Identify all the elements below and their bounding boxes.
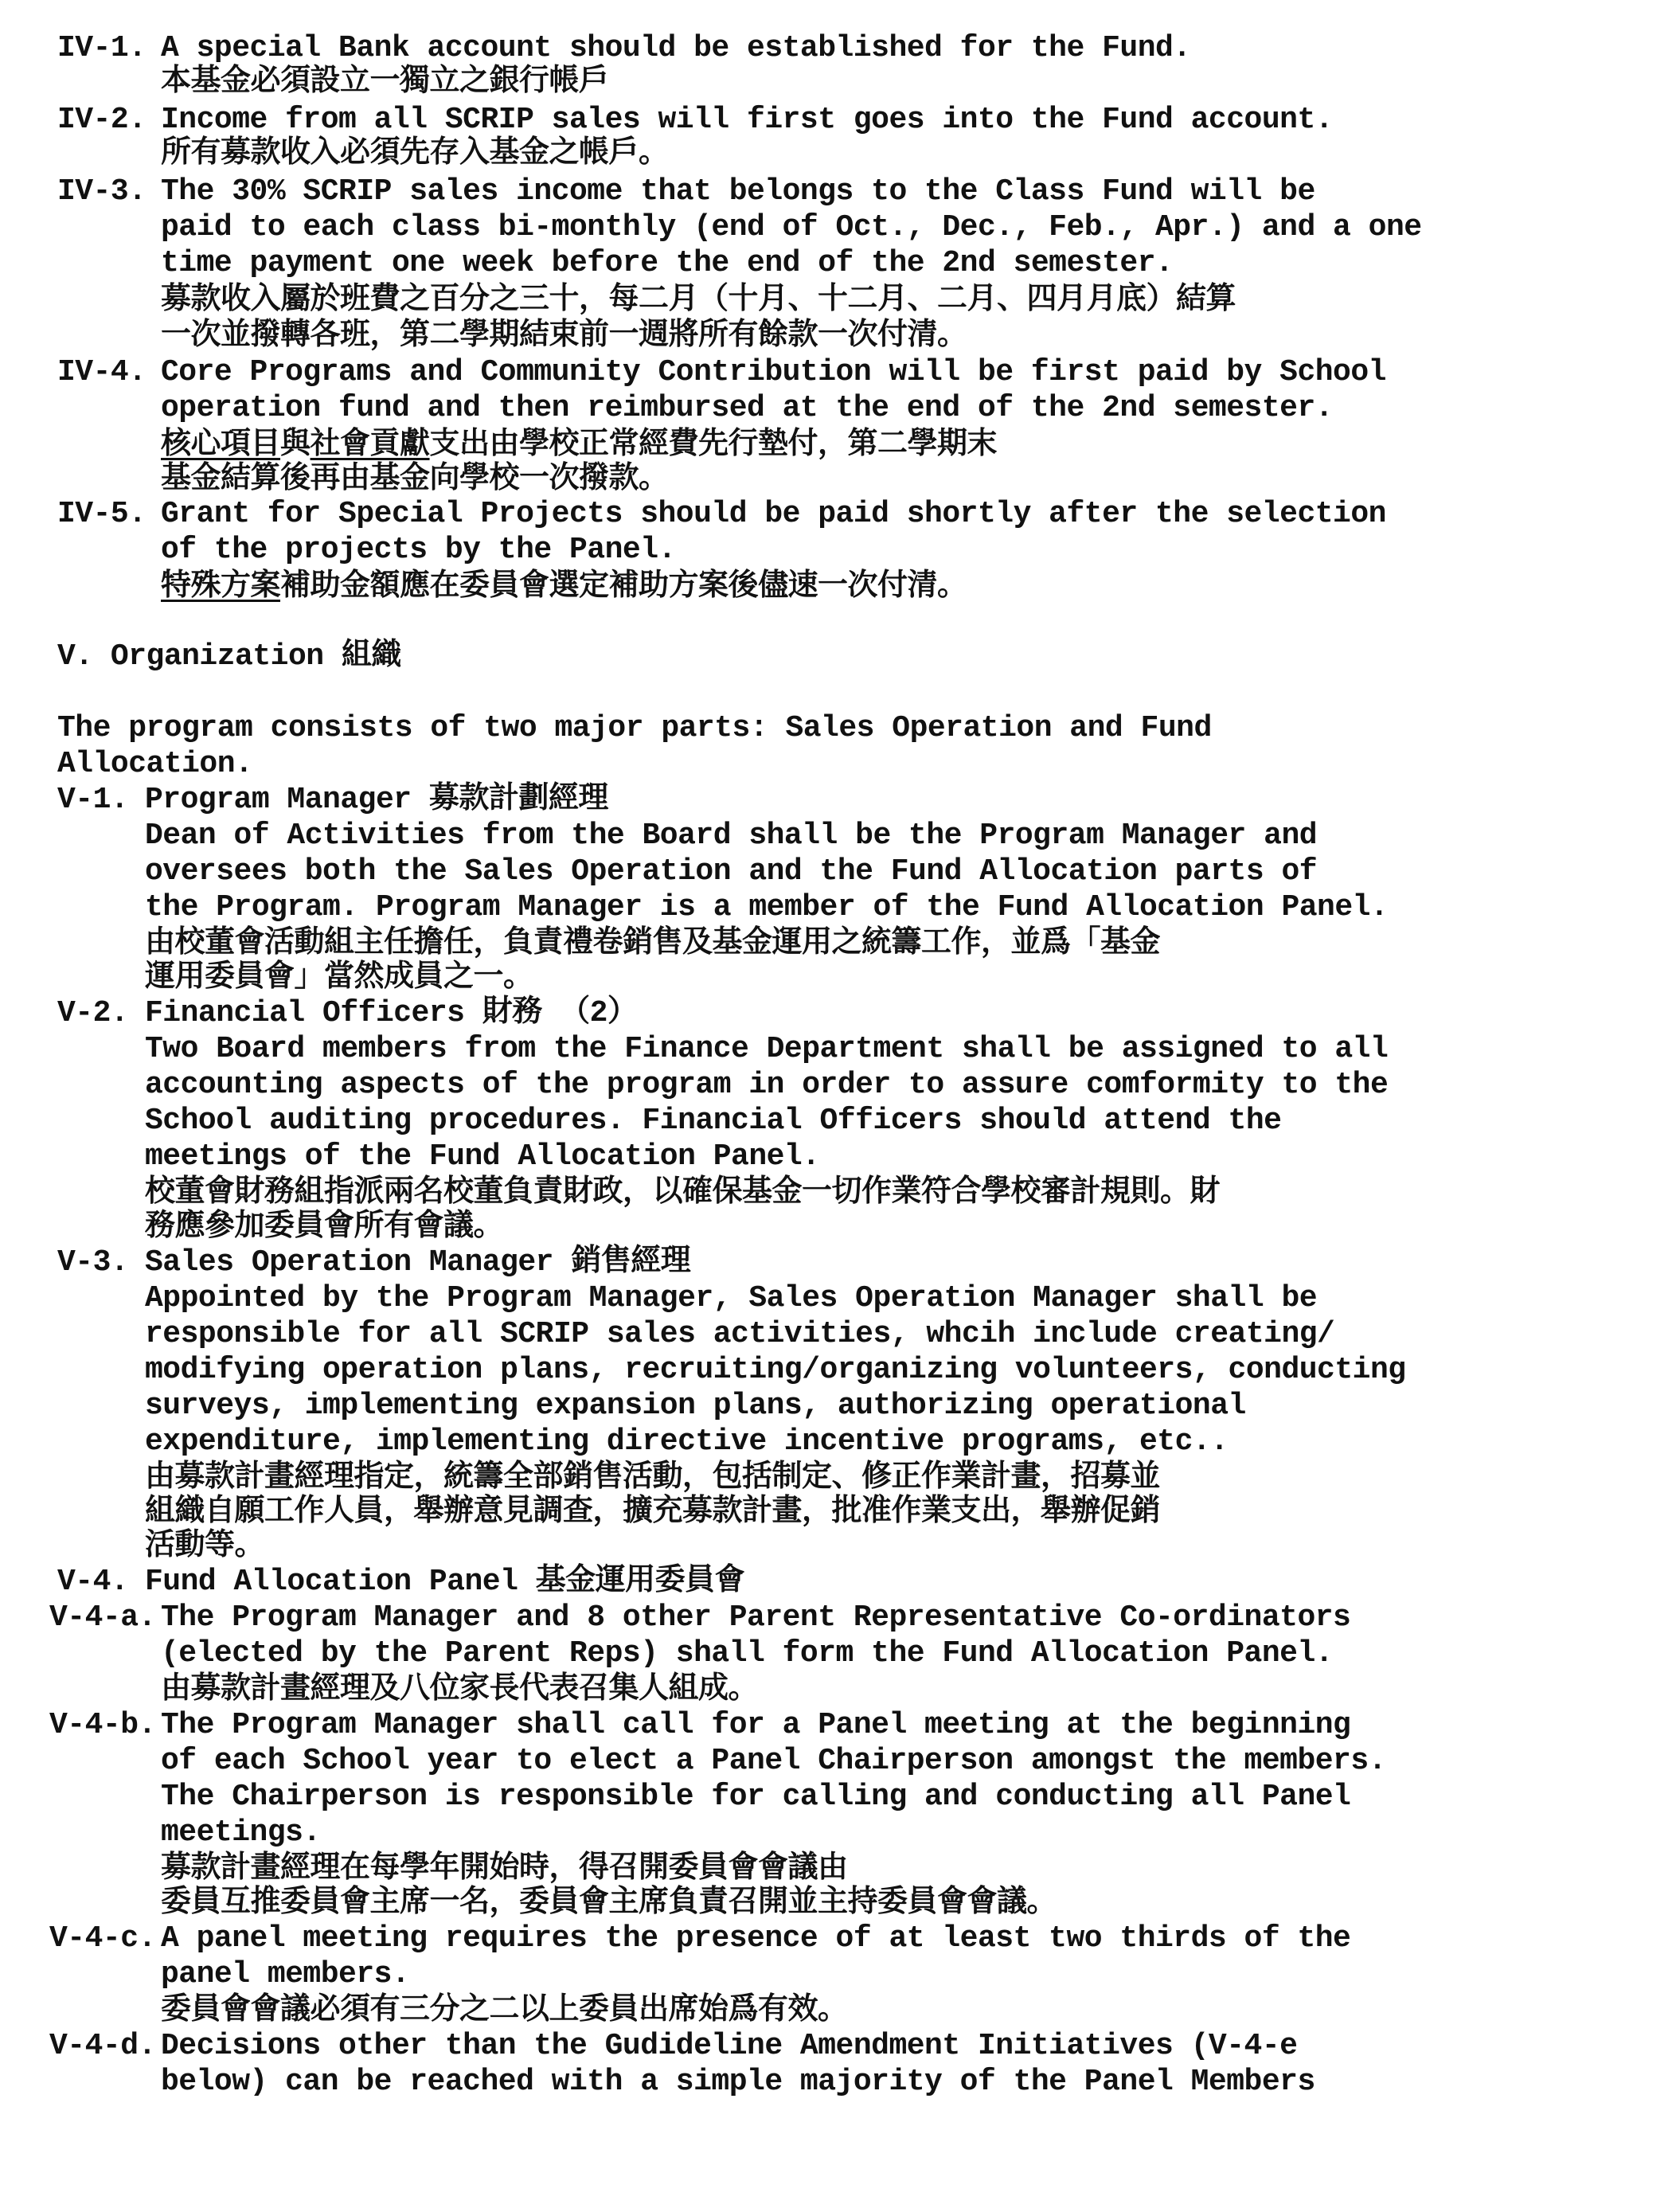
underlined-phrase: 核心項目 (161, 425, 281, 460)
item-label: IV-3. (57, 174, 146, 209)
intro-text: The program consists of two major parts: Sales Operation and Fund (57, 711, 1212, 745)
item-title: Sales Operation Manager 銷售經理 (145, 1245, 691, 1280)
item-label: V-4-d. (49, 2029, 156, 2063)
item-text-en: Core Programs and Community Contribution will be first paid by School (161, 355, 1386, 389)
item-text-en: meetings. (161, 1815, 321, 1850)
item-text-en: Two Board members from the Finance Department shall be assigned to all (145, 1032, 1389, 1066)
item-text-en: expenditure, implementing directive incentive programs, etc.. (145, 1425, 1229, 1459)
item-text-en: Dean of Activities from the Board shall be the Program Manager and (145, 819, 1318, 853)
item-text-zh: 委員會會議必須有三分之二以上委員出席始爲有效。 (161, 1991, 848, 2026)
item-text-en: responsible for all SCRIP sales activities, whcih include creating/ (145, 1317, 1335, 1351)
item-text-en: Decisions other than the Gudideline Amendment Initiatives (V-4-e (161, 2029, 1298, 2063)
item-label: IV-5. (57, 497, 146, 531)
item-label: V-4-a. (49, 1600, 156, 1635)
item-text-en: The Chairperson is responsible for calling and conducting all Panel (161, 1780, 1351, 1814)
section-heading: V. Organization 組織 (57, 639, 401, 674)
item-text-en: of each School year to elect a Panel Chairperson amongst the members. (161, 1744, 1386, 1778)
underlined-phrase: 社會貢獻 (310, 425, 430, 460)
item-text-zh: 特殊方案補助金額應在委員會選定補助方案後儘速一次付清。 (161, 567, 967, 602)
item-text-en: below) can be reached with a simple majority of the Panel Members (161, 2065, 1315, 2099)
item-text-en: Income from all SCRIP sales will first goes into the Fund account. (161, 103, 1334, 137)
item-text-en: time payment one week before the end of the 2nd semester. (161, 246, 1174, 280)
item-text-en: The 30% SCRIP sales income that belongs to the Class Fund will be (161, 174, 1315, 209)
item-text-en: Appointed by the Program Manager, Sales Operation Manager shall be (145, 1281, 1318, 1315)
item-text-en: modifying operation plans, recruiting/organizing volunteers, conducting (145, 1353, 1406, 1387)
item-text-zh: 活動等。 (145, 1526, 265, 1561)
item-text-en: meetings of the Fund Allocation Panel. (145, 1139, 820, 1174)
item-label: V-1. (57, 783, 129, 817)
item-text-en: surveys, implementing expansion plans, authorizing operational (145, 1389, 1246, 1423)
item-text-zh: 組織自願工作人員，舉辦意見調查，擴充募款計畫，批准作業支出，舉辦促銷 (145, 1492, 1161, 1527)
item-text-zh: 運用委員會」當然成員之一。 (145, 958, 533, 993)
intro-text: Allocation. (57, 747, 253, 781)
item-text-en: Grant for Special Projects should be paid shortly after the selection (161, 497, 1386, 531)
item-text-zh: 本基金必須設立一獨立之銀行帳戶 (161, 62, 609, 97)
item-text-en: paid to each class bi-monthly (end of Oct., Dec., Feb., Apr.) and a one (161, 210, 1422, 244)
item-title: Financial Officers 財務 （2） (145, 996, 638, 1030)
item-title: Program Manager 募款計劃經理 (145, 783, 608, 817)
item-text-en: The Program Manager and 8 other Parent Representative Co-ordinators (161, 1600, 1351, 1635)
underlined-phrase: 特殊方案 (161, 567, 281, 602)
item-label: IV-2. (57, 103, 146, 137)
item-text-en: of the projects by the Panel. (161, 533, 676, 567)
item-text-zh: 募款收入屬於班費之百分之三十，每二月（十月、十二月、二月、四月月底）結算 (161, 280, 1236, 315)
item-text-zh: 委員互推委員會主席一名，委員會主席負責召開並主持委員會會議。 (161, 1883, 1057, 1918)
item-title: Fund Allocation Panel 基金運用委員會 (145, 1565, 745, 1599)
item-label: IV-1. (57, 31, 146, 65)
item-text-zh: 一次並撥轉各班，第二學期結束前一週將所有餘款一次付清。 (161, 316, 967, 351)
item-text-en: A panel meeting requires the presence of at least two thirds of the (161, 1921, 1351, 1956)
item-text-en: A special Bank account should be established for the Fund. (161, 31, 1191, 65)
item-text-en: (elected by the Parent Reps) shall form the Fund Allocation Panel. (161, 1636, 1334, 1671)
item-text-en: The Program Manager shall call for a Panel meeting at the beginning (161, 1708, 1351, 1742)
item-text-en: School auditing procedures. Financial Officers should attend the (145, 1104, 1282, 1138)
item-text-zh: 募款計畫經理在每學年開始時，得召開委員會會議由 (161, 1849, 848, 1884)
item-label: V-4-b. (49, 1708, 156, 1742)
item-text-zh: 基金結算後再由基金向學校一次撥款。 (161, 459, 669, 494)
item-text-zh: 由募款計畫經理及八位家長代表召集人組成。 (161, 1670, 759, 1705)
item-text-en: accounting aspects of the program in order to assure comformity to the (145, 1068, 1389, 1102)
item-text-zh: 核心項目與社會貢獻支出由學校正常經費先行墊付，第二學期末 (161, 425, 998, 460)
item-label: V-4. (57, 1565, 129, 1599)
item-text-zh: 校董會財務組指派兩名校董負責財政，以確保基金一切作業符合學校審計規則。財 (145, 1173, 1221, 1208)
item-text-zh: 務應參加委員會所有會議。 (145, 1207, 504, 1242)
item-label: V-2. (57, 996, 129, 1030)
item-text-zh: 由校董會活動組主任擔任，負責禮卷銷售及基金運用之統籌工作，並爲「基金 (145, 924, 1161, 959)
item-text-en: panel members. (161, 1957, 410, 1991)
item-text-en: operation fund and then reimbursed at the end of the 2nd semester. (161, 391, 1334, 425)
item-label: V-3. (57, 1245, 129, 1280)
item-label: V-4-c. (49, 1921, 156, 1956)
item-text-en: oversees both the Sales Operation and the Fund Allocation parts of (145, 854, 1318, 889)
item-text-zh: 所有募款收入必須先存入基金之帳戶。 (161, 134, 669, 169)
item-label: IV-4. (57, 355, 146, 389)
item-text-en: the Program. Program Manager is a member of the Fund Allocation Panel. (145, 890, 1389, 924)
item-text-zh: 由募款計畫經理指定，統籌全部銷售活動，包括制定、修正作業計畫，招募並 (145, 1458, 1161, 1493)
